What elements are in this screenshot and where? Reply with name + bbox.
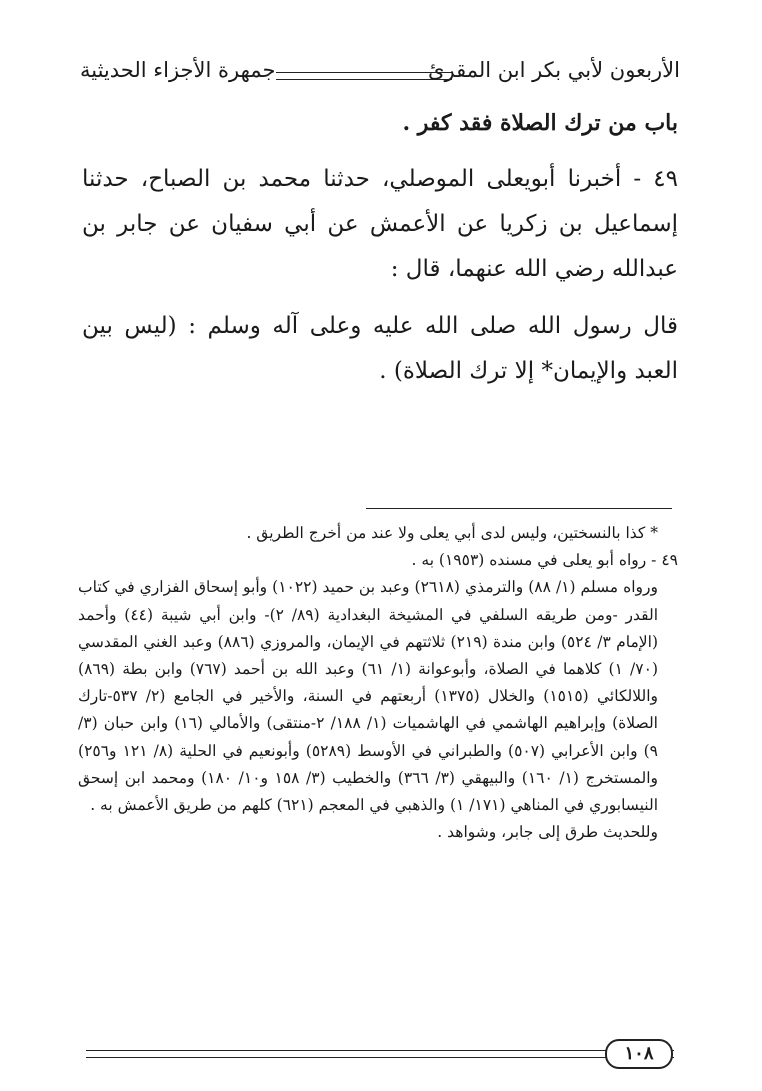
footnote-star: * كذا بالنسختين، وليس لدى أبي يعلى ولا عند من أخرج الطريق .	[246, 524, 658, 542]
footnotes	[78, 520, 678, 846]
header-double-rule	[276, 72, 452, 80]
footnote-takhrij: ورواه مسلم (١/ ٨٨) والترمذي (٢٦١٨) وعبد بن حميد (١٠٢٢) وأبو إسحاق الفزاري في كتاب القدر -ومن طريقه السلفي في المشيخة البغدادية (٨٩/ ٢)- وابن أبي شيبة (٤٤) وأحمد (الإمام ٣/ ٥٢٤) وابن مندة (٢١٩) ثلاثتهم في الإيمان، والمروزي (٨٨٦) وعبد الغني المقدسي (٧٠/ ١) كلاهما في الصلاة، وأبوعوانة (١/ ٦١) وعبد الله بن أحمد (٧٦٧) وابن بطة (٨٦٩) واللالكائي (١٥١٥) والخلال (١٣٧٥) أربعتهم في السنة، والأخير في الجامع (٢/ ٥٣٧-تارك الصلاة) وإبراهيم الهاشمي في الهاشميات (١/ ١٨٨/ ٢-منتقى) والأمالي (١٦) وابن حبان (٣/ ٩) وابن الأعرابي (٥٠٧) والطبراني في الأوسط (٥٢٨٩) وأبونعيم في الحلية (٨/ ١٢١ و٢٥٦) والمستخرج (١/ ١٦٠) والبيهقي (٣/ ٣٦٦) والخطيب (٣/ ١٥٨ و١٠/ ١٨٠) ومحمد ابن إسحق النيسابوري في المناهي (١٧١/ ١) والذهبي في المعجم (٦٢١) كلهم من طريق الأعمش به .	[78, 578, 659, 815]
chapter-heading: باب من ترك الصلاة فقد كفر .	[402, 110, 678, 136]
footnote-separator	[366, 508, 672, 509]
hadith-text	[82, 157, 678, 394]
footnote-49: ٤٩ - رواه أبو يعلى في مسنده (١٩٥٣) به .	[411, 551, 678, 570]
book-title: الأربعون لأبي بكر ابن المقرئ	[428, 58, 680, 82]
footnote-closing: وللحديث طرق إلى جابر، وشواهد .	[437, 823, 658, 842]
matn-paragraph: قال رسول الله صلى الله عليه وعلى آله وسلم : (ليس بين العبد والإيمان* إلا ترك الصلاة) .	[82, 313, 678, 384]
series-title: جمهرة الأجزاء الحديثية	[80, 58, 276, 82]
page-number: ١٠٨	[605, 1039, 673, 1069]
footer-double-rule	[86, 1050, 674, 1058]
running-header	[80, 58, 680, 94]
isnad-paragraph: ٤٩ - أخبرنا أبويعلى الموصلي، حدثنا محمد بن الصباح، حدثنا إسماعيل بن زكريا عن الأعمش عن أبي سفيان عن جابر بن عبدالله رضي الله عنهما، قال :	[82, 166, 678, 282]
